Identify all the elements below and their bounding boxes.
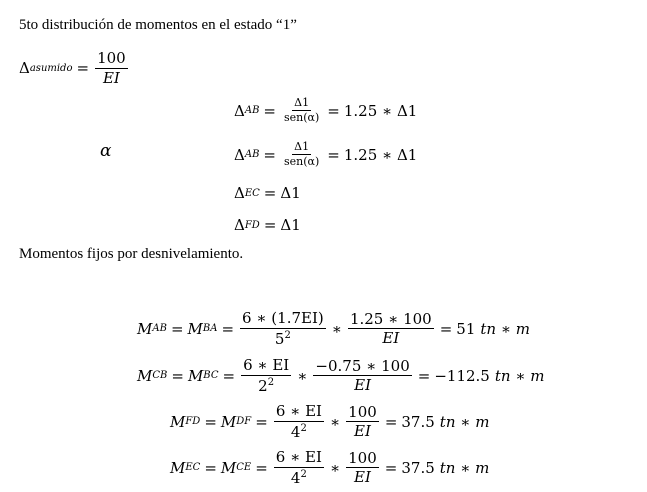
moment-symbol: M	[137, 366, 153, 385]
moment-symbol: M	[170, 412, 186, 431]
numerator: 1.25 ∗ 100	[349, 309, 432, 328]
equals-sign: =	[327, 145, 340, 164]
denominator	[289, 468, 309, 487]
fraction	[346, 450, 379, 486]
fraction	[240, 310, 326, 347]
result-value: 37.5	[401, 412, 435, 431]
delta-subscript: asumido	[29, 62, 73, 74]
equals-sign: =	[263, 101, 276, 120]
equals-sign: =	[327, 101, 340, 120]
equals-sign: =	[417, 366, 431, 385]
moment-subscript: DF	[236, 416, 252, 427]
delta-symbol: Δ	[234, 216, 245, 234]
moment-subscript: EC	[185, 462, 201, 473]
rhs-value: 1.25 ∗ Δ1	[343, 145, 418, 164]
result-value: 37.5	[401, 458, 435, 477]
equals-sign: =	[255, 412, 268, 431]
numerator: Δ1	[292, 141, 311, 155]
rhs-value: 1.25 ∗ Δ1	[343, 101, 418, 120]
numerator: 100	[348, 448, 377, 467]
denominator-base: 4	[290, 468, 301, 487]
equals-sign: =	[171, 366, 184, 385]
result-value: −112.5	[434, 366, 490, 385]
denominator-exponent: 2	[267, 376, 275, 388]
moment-subscript: AB	[152, 323, 167, 334]
moment-subscript: BA	[202, 323, 218, 334]
numerator: 100	[97, 49, 126, 67]
equals-sign: =	[384, 458, 398, 477]
result-unit: tn ∗ m	[439, 412, 490, 431]
multiply-sign: ∗	[297, 366, 308, 385]
result-unit: tn ∗ m	[480, 319, 531, 338]
rhs-value: Δ1	[280, 184, 301, 202]
section-subheading: Momentos fijos por desnivelamiento.	[19, 246, 244, 262]
delta-subscript: AB	[244, 105, 260, 117]
fraction	[274, 403, 324, 440]
delta-assumed-equation	[19, 50, 130, 86]
moment-equation-ab	[137, 310, 530, 347]
equals-sign: =	[255, 458, 268, 477]
denominator: EI	[102, 68, 120, 87]
denominator: EI	[354, 376, 372, 394]
multiply-sign: ∗	[329, 412, 341, 431]
multiply-sign: ∗	[331, 319, 342, 338]
denominator: EI	[382, 329, 400, 347]
fraction	[313, 358, 411, 394]
delta-ab-equation-2	[234, 141, 417, 168]
equals-sign: =	[204, 412, 217, 431]
moment-equation-ec	[170, 449, 489, 486]
numerator: 6 ∗ EI	[275, 402, 322, 420]
result-unit: tn ∗ m	[439, 458, 490, 477]
delta-ab-equation-1	[234, 97, 417, 124]
denominator-base: 2	[258, 376, 268, 395]
equals-sign: =	[170, 319, 184, 338]
numerator: 6 ∗ (1.7EI)	[242, 309, 324, 327]
fraction	[282, 97, 321, 124]
delta-subscript: AB	[244, 149, 260, 161]
delta-symbol: Δ	[234, 184, 245, 202]
equals-sign: =	[222, 366, 236, 385]
multiply-sign: ∗	[329, 458, 341, 477]
alpha-symbol: α	[100, 141, 112, 161]
denominator: sen(α)	[284, 111, 320, 125]
fraction	[274, 449, 324, 486]
delta-subscript: FD	[244, 219, 260, 231]
fraction	[346, 404, 379, 440]
section-heading: 5to distribución de momentos en el estado “1”	[19, 17, 297, 33]
equals-sign: =	[76, 59, 90, 77]
denominator	[256, 376, 276, 395]
fraction	[95, 50, 128, 86]
denominator	[273, 329, 293, 348]
numerator: −0.75 ∗ 100	[315, 356, 410, 375]
equals-sign: =	[263, 184, 277, 202]
moment-subscript: CB	[152, 370, 168, 381]
denominator-exponent: 2	[300, 422, 307, 434]
moment-symbol: M	[187, 319, 203, 338]
delta-fd-equation	[234, 216, 301, 234]
numerator: 6 ∗ EI	[243, 356, 290, 374]
denominator-exponent: 2	[284, 329, 291, 341]
denominator: sen(α)	[284, 155, 320, 169]
delta-subscript: EC	[244, 187, 260, 199]
denominator	[289, 422, 309, 441]
denominator-base: 5	[274, 329, 285, 348]
numerator: 100	[348, 402, 377, 421]
moment-symbol: M	[220, 458, 237, 477]
moment-symbol: M	[187, 366, 204, 385]
result-value: 51	[456, 319, 476, 338]
delta-symbol: Δ	[19, 59, 30, 77]
delta-symbol: Δ	[234, 101, 245, 120]
fraction	[282, 141, 321, 168]
moment-subscript: CE	[236, 462, 252, 473]
equals-sign: =	[263, 145, 276, 164]
denominator-exponent: 2	[300, 468, 307, 480]
moment-subscript: BC	[203, 370, 219, 381]
moment-equation-fd	[170, 403, 489, 440]
numerator: 6 ∗ EI	[275, 448, 322, 466]
moment-symbol: M	[220, 412, 237, 431]
moment-symbol: M	[170, 458, 186, 477]
equals-sign: =	[439, 319, 453, 338]
moment-symbol: M	[137, 319, 153, 338]
delta-ec-equation	[234, 184, 301, 202]
result-unit: tn ∗ m	[494, 366, 545, 385]
denominator-base: 4	[290, 422, 301, 441]
moment-equation-cb	[137, 357, 545, 394]
fraction	[348, 311, 434, 347]
equals-sign: =	[263, 216, 277, 234]
numerator: Δ1	[292, 97, 311, 111]
equals-sign: =	[384, 412, 398, 431]
denominator: EI	[354, 422, 371, 440]
equals-sign: =	[204, 458, 217, 477]
delta-symbol: Δ	[234, 145, 245, 164]
fraction	[241, 357, 291, 394]
rhs-value: Δ1	[280, 216, 301, 234]
denominator: EI	[354, 468, 371, 486]
equals-sign: =	[221, 319, 235, 338]
moment-subscript: FD	[185, 416, 201, 427]
